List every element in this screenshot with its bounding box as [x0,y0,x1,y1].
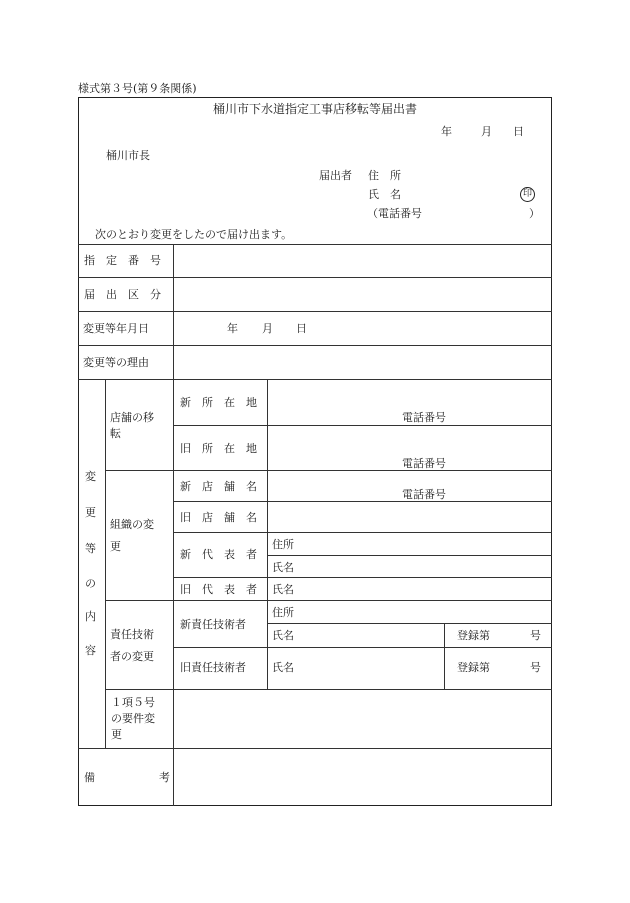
old-engineer-registration-suffix: 号 [530,661,541,674]
item-change-line3: 更 [111,728,122,741]
row-divider [267,555,552,556]
old-engineer-registration-prefix: 登録第 [457,661,490,674]
label-notification-category: 届 出 区 分 [84,288,161,301]
new-store-phone: 電話番号 [402,488,446,501]
row-divider [173,577,552,578]
label-old-engineer: 旧責任技術者 [180,661,246,674]
new-engineer-registration-prefix: 登録第 [457,629,490,642]
date-year: 年 [441,125,452,138]
new-engineer-address-label: 住所 [272,606,294,619]
row-divider [173,532,552,533]
section-divider [105,689,552,690]
label-change-date: 変更等年月日 [83,322,149,335]
section-divider [105,600,552,601]
new-rep-address-label: 住所 [272,538,294,551]
store-move-label-line1: 店舗の移 [110,411,154,424]
addressee: 桶川市長 [106,149,150,162]
row-divider [78,311,552,312]
tech-change-label-line1: 責任技術 [110,628,154,641]
remarks-divider [78,748,552,749]
tech-change-label-line2: 者の変更 [110,650,154,663]
form-title: 桶川市下水道指定工事店移転等届出書 [212,102,417,116]
row-divider [78,277,552,278]
intro-text: 次のとおり変更をしたので届け出ます。 [95,228,293,241]
row-divider [78,379,552,380]
row-divider [173,425,552,426]
org-change-label-line1: 組織の変 [110,518,154,531]
seal-mark: 印 [520,187,535,202]
old-location-phone: 電話番号 [402,457,446,470]
row-divider [78,244,552,245]
change-date-month: 月 [262,322,273,335]
group-label-char: 内 [85,610,96,623]
applicant-phone-close: ） [529,207,540,220]
group-column-divider [105,379,106,749]
label-column-divider [173,244,174,806]
label-new-location: 新 所 在 地 [180,396,257,409]
label-change-reason: 変更等の理由 [83,356,149,369]
new-location-phone: 電話番号 [402,411,446,424]
group-label-char: 更 [85,506,96,519]
remarks-label-right: 考 [159,771,170,784]
label-old-location: 旧 所 在 地 [180,442,257,455]
label-designation-number: 指 定 番 号 [84,254,161,267]
group-label-char: 容 [85,644,96,657]
date-month: 月 [481,125,492,138]
org-change-label-line2: 更 [110,540,121,553]
applicant-phone-open: （電話番号 [367,207,422,220]
new-rep-name-label: 氏名 [272,561,294,574]
label-old-store-name: 旧 店 舗 名 [180,511,257,524]
item-change-line1: １項５号 [111,696,155,709]
old-engineer-name-label: 氏名 [272,661,294,674]
group-label-char: の [85,577,96,590]
label-old-rep: 旧 代 表 者 [180,583,257,596]
store-move-label-line2: 転 [110,427,121,440]
label-new-engineer: 新責任技術者 [180,618,246,631]
label-new-rep: 新 代 表 者 [180,548,257,561]
applicant-name-label: 氏 名 [368,188,401,201]
applicant-address-label: 住 所 [368,169,401,182]
new-engineer-registration-suffix: 号 [530,629,541,642]
row-divider [173,501,552,502]
group-label-char: 変 [85,470,96,483]
item-change-line2: の要件変 [111,712,155,725]
new-engineer-name-label: 氏名 [272,629,294,642]
form-label: 様式第３号(第９条関係) [78,82,197,95]
change-date-year: 年 [227,322,238,335]
remarks-label-left: 備 [84,771,95,784]
row-divider [78,345,552,346]
row-divider [267,623,552,624]
group-label-char: 等 [85,542,96,555]
row-divider [173,647,552,648]
registration-column-divider [444,623,445,689]
label-new-store-name: 新 店 舗 名 [180,480,257,493]
change-date-day: 日 [296,322,307,335]
applicant-role: 届出者 [319,169,352,182]
old-rep-name-label: 氏名 [272,583,294,596]
section-divider [105,470,552,471]
date-day: 日 [513,125,524,138]
